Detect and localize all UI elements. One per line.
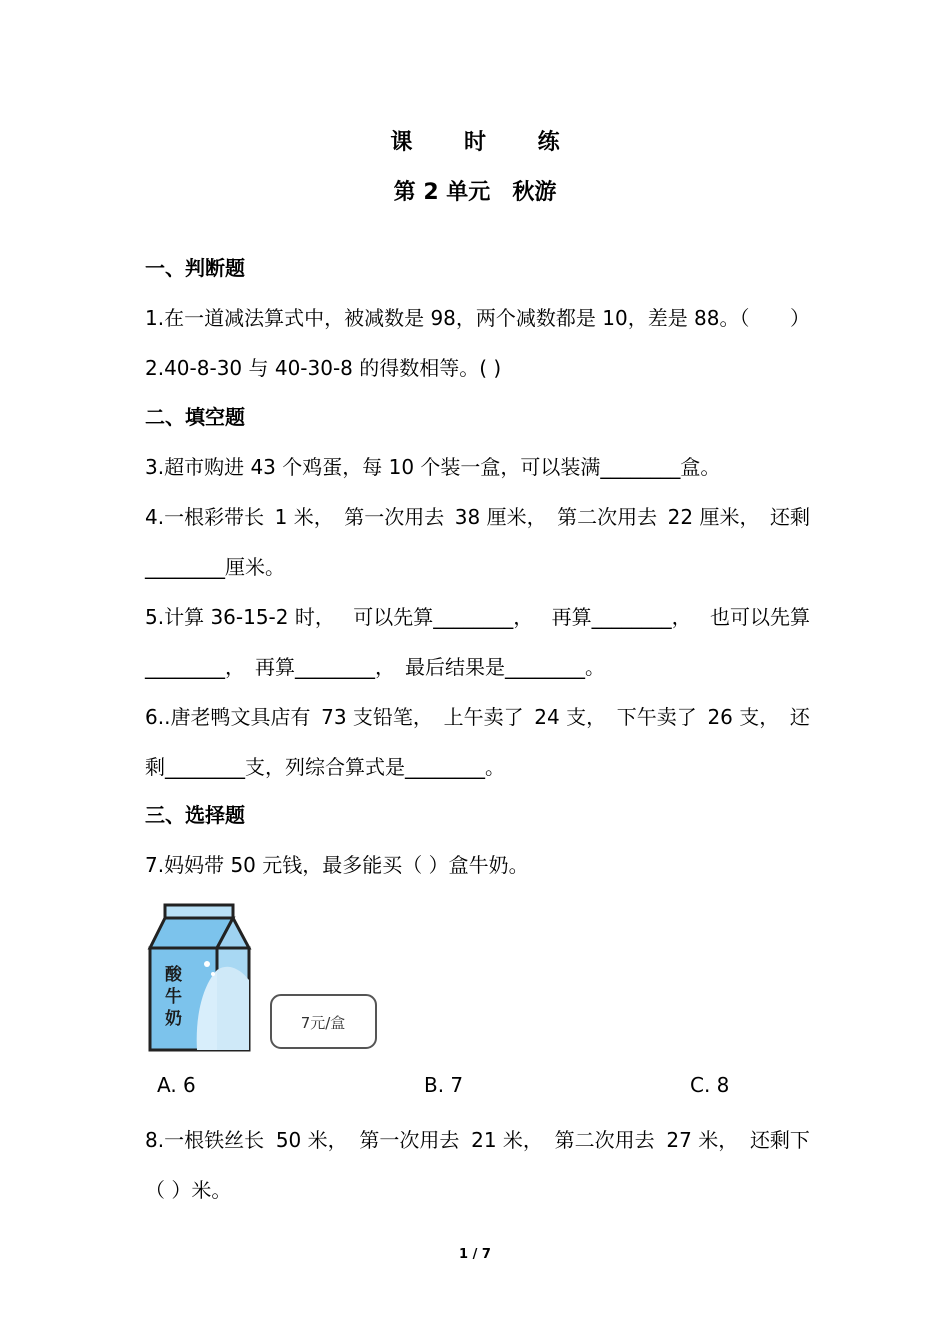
carton-label-char: 牛 — [165, 987, 182, 1007]
q6-seg: 还 — [789, 705, 810, 729]
q6-seg: 26 支， — [707, 705, 780, 729]
question-3-unit: 盒。 — [680, 455, 721, 479]
q8-seg: 27 米， — [666, 1128, 739, 1152]
q4-seg: 22 厘米， — [667, 505, 760, 529]
q8-seg: 第一次用去 — [359, 1128, 460, 1152]
q5-seg: 也可以先算 — [709, 605, 810, 629]
q4-seg: 第二次用去 — [557, 505, 658, 529]
question-4-line-2 — [145, 551, 810, 580]
q8-seg: 8.一根铁丝长 — [145, 1128, 265, 1152]
question-8-line-2: （ ）米。 — [145, 1178, 232, 1202]
option-b[interactable]: B. 7 — [424, 1073, 464, 1097]
carton-label-char: 奶 — [165, 1009, 182, 1029]
q4-seg: 38 厘米， — [454, 505, 547, 529]
q5-seg: 再算________， — [551, 605, 692, 629]
question-2: 2.40-8-30 与 40-30-8 的得数相等。( ) — [145, 356, 502, 380]
q4-seg: 4.一根彩带长 — [145, 505, 265, 529]
milk-carton-figure — [145, 900, 385, 1055]
q6-seg: 6..唐老鸭文具店有 — [145, 705, 311, 729]
q5-seg: 最后结果是________。 — [405, 655, 605, 679]
option-c[interactable]: C. 8 — [690, 1073, 730, 1097]
worksheet-title: 课 时 练 — [390, 130, 582, 155]
section-fill-blank: 二、填空题 — [145, 405, 245, 429]
question-5-line-1 — [145, 601, 810, 630]
unit-topic: 秋游 — [512, 180, 557, 205]
price-tag-label: 7元/盒 — [300, 1014, 346, 1032]
q8-seg: 50 米， — [275, 1128, 348, 1152]
answer-blank[interactable]: ________ — [600, 455, 681, 479]
q4-seg: 第一次用去 — [344, 505, 445, 529]
q5-seg: 再算________， — [255, 655, 395, 679]
carton-label-char: 酸 — [165, 965, 182, 985]
question-8-line-1 — [145, 1124, 810, 1153]
question-1 — [145, 302, 810, 331]
question-5-line-2 — [145, 651, 605, 680]
q5-seg: ________， — [145, 655, 245, 679]
q6-seg: 上午卖了 — [443, 705, 524, 729]
question-7: 7.妈妈带 50 元钱，最多能买（ ）盒牛奶。 — [145, 853, 529, 877]
q5-seg: 可以先算________， — [353, 605, 534, 629]
question-4-line-1 — [145, 501, 810, 530]
q6-seg: 73 支铅笔， — [321, 705, 433, 729]
unit-title — [0, 175, 950, 206]
question-3-text: 3.超市购进 43 个鸡蛋，每 10 个装一盒，可以装满 — [145, 455, 601, 479]
q8-seg: 第二次用去 — [554, 1128, 655, 1152]
q4-seg: 还剩 — [770, 505, 810, 529]
q4-seg: 1 米， — [274, 505, 334, 529]
question-6-line-2: 剩________支，列综合算式是________。 — [145, 755, 505, 779]
section-multiple-choice: 三、选择题 — [145, 803, 245, 827]
q6-seg: 24 支， — [534, 705, 607, 729]
answer-blank[interactable]: ________ — [145, 555, 225, 579]
page-number: 1 / 7 — [459, 1247, 491, 1262]
question-6-line-1 — [145, 701, 810, 730]
question-3 — [145, 451, 810, 480]
q6-seg: 下午卖了 — [616, 705, 697, 729]
q8-seg: 还剩下 — [749, 1128, 810, 1152]
unit-number: 第 2 单元 — [393, 180, 491, 205]
section-true-false: 一、判断题 — [145, 256, 245, 280]
question-1-text: 1.在一道减法算式中，被减数是 98，两个减数都是 10，差是 88。（ — [145, 306, 750, 330]
question-1-paren: ） — [790, 306, 810, 330]
q5-seg: 5.计算 36-15-2 时， — [145, 605, 335, 629]
q8-seg: 21 米， — [471, 1128, 543, 1152]
q4-unit: 厘米。 — [225, 555, 285, 579]
option-a[interactable]: A. 6 — [157, 1073, 196, 1097]
